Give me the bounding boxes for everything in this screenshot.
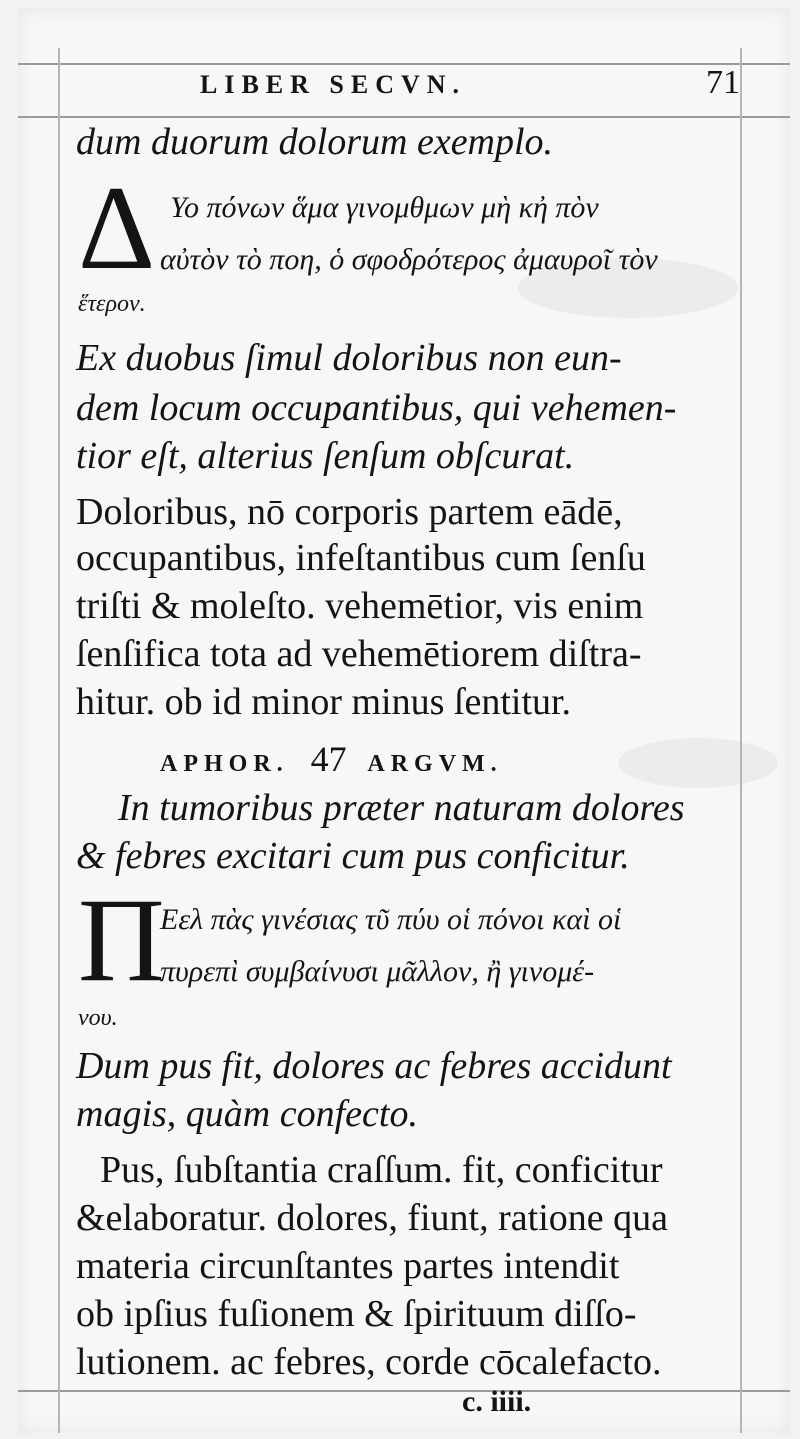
- header-rule-lower: [18, 116, 790, 118]
- text-line: Pus, ſubſtantia craſſum. fit, conficitur: [100, 1149, 663, 1191]
- text-line: & febres excitari cum pus conficitur.: [76, 835, 630, 877]
- greek-line: Υο πόνων ἅμα γινομθμων μὴ κἠ πὸν: [170, 191, 599, 224]
- running-header: [200, 64, 740, 110]
- text-line: triſti & moleſto. vehemētior, vis enim: [76, 585, 644, 627]
- aphorism-heading: [160, 738, 620, 780]
- greek-line: νου.: [78, 1005, 118, 1031]
- argument-label: ARGVM.: [367, 751, 503, 777]
- text-line: magis, quàm confecto.: [76, 1093, 418, 1135]
- greek-line: πυρεπὶ συμβαίνυσι μᾶλλον, ἢ γινομέ-: [160, 955, 595, 988]
- drop-cap-pi: Π: [78, 873, 165, 1006]
- text-line: dum duorum dolorum exemplo.: [76, 121, 554, 163]
- drop-cap-delta: Δ: [78, 161, 156, 294]
- text-line: dem locum occupantibus, qui vehemen-: [76, 387, 677, 429]
- text-line: In tumoribus præter naturam dolores: [118, 787, 685, 829]
- aphorism-label: APHOR.: [160, 751, 289, 777]
- bleed-through-stain: [618, 738, 778, 788]
- right-margin-rule: [740, 48, 742, 1433]
- text-line: Dum pus fit, dolores ac febres accidunt: [76, 1045, 672, 1087]
- greek-line: αὐτὸν τὸ ποη, ὁ σφοδρότερος ἀμαυροῖ τὸν: [160, 243, 658, 276]
- text-line: materia circunſtantes partes intendit: [76, 1245, 620, 1287]
- signature-mark: c. iiii.: [462, 1385, 532, 1418]
- running-title: LIBER SECVN.: [200, 70, 467, 99]
- text-line: Ex duobus ſimul doloribus non eun-: [76, 337, 622, 379]
- text-line: tior eſt, alterius ſenſum obſcurat.: [76, 435, 575, 477]
- text-line: Doloribus, nō corporis partem eādē,: [76, 491, 623, 533]
- text-line: lutionem. ac febres, corde cōcalefacto.: [76, 1341, 662, 1383]
- text-line: hitur. ob id minor minus ſentitur.: [76, 681, 572, 723]
- greek-line: Εελ πὰς γινέσιας τῦ πύυ οἱ πόνοι καὶ οἱ: [160, 903, 622, 936]
- text-line: ſenſifica tota ad vehemētiorem diſtra-: [76, 633, 642, 675]
- greek-line: ἕτερον.: [78, 291, 146, 317]
- aphorism-number: 47: [310, 739, 347, 779]
- text-line: &elaboratur. dolores, fiunt, ratione qua: [76, 1197, 668, 1239]
- text-line: occupantibus, infeſtantibus cum ſenſu: [76, 537, 646, 579]
- header-rule: [18, 63, 790, 65]
- footer-rule: [18, 1390, 790, 1392]
- text-line: ob ipſius fuſionem & ſpirituum diſſo-: [76, 1293, 637, 1335]
- page-number: 71: [706, 64, 740, 101]
- left-margin-rule: [58, 48, 60, 1433]
